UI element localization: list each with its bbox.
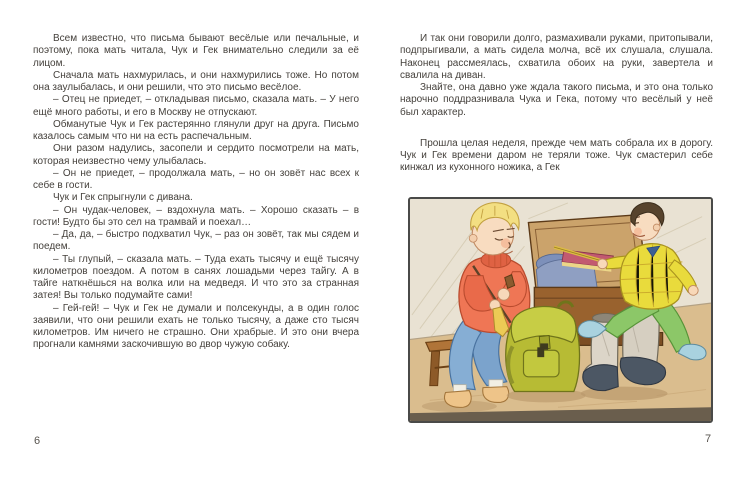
boot-left-galosh: [583, 365, 618, 391]
paragraph: – Да, да, – быстро подхватил Чук, – раз он зовёт, так мы сядем и поедем.: [33, 229, 359, 253]
page-left-text: [33, 33, 359, 352]
paragraph: Знайте, она давно уже ждала такого письма, и это она только нарочно поддразнивала Чука и Гека, потому что весёлый у неё был характер.: [400, 82, 713, 118]
paragraph: – Он чудак-человек, – вздохнула мать. – Хорошо сказать – в гости! Будто бы это сел на трамвай и поехал…: [33, 204, 359, 228]
right-page-section-2: [400, 138, 713, 175]
chuk-slipper-front: [445, 391, 472, 408]
paragraph: Сначала мать нахмурилась, и они нахмурились тоже. Но потом она заулыбалась, и они решили, что это письмо весёлое.: [33, 69, 359, 93]
right-page-section-1: [400, 33, 713, 119]
paragraph: Чук и Гек спрыгнули с дивана.: [53, 192, 193, 204]
illustration-drawing: [410, 199, 711, 421]
page-number-left: 6: [34, 435, 41, 447]
chuk-hand-upper: [498, 288, 510, 300]
page-number-right: 7: [705, 433, 712, 445]
paragraph: Прошла целая неделя, прежде чем мать собрала их в дорогу. Чук и Гек времени даром не теряли тоже. Чук смастерил себе кинжал из кухонного ножика, а Гек: [400, 137, 713, 174]
paragraph: – Гей-гей! – Чук и Гек не думали и полсекунды, а в один голос заявили, что они решили ехать не только тысячу, а даже сто тысяч километров. Им ничего не страшно. Они храбрые. И это они вчера прогнали камнями заскочившую во двор чужую собаку.: [33, 302, 359, 351]
paragraph: – Ты глупый, – сказала мать. – Туда ехать тысячу и ещё тысячу километров поездом. А потом в санях лошадьми через тайгу. А в тайге наткнёшься на волка или на медведя. И что это за странная затея! Вы только подумайте сами!: [33, 253, 359, 302]
illustration-chuk-and-gek: [408, 197, 713, 423]
gek-cheek: [634, 227, 642, 235]
chuk-ear: [469, 234, 477, 242]
paragraph: Всем известно, что письма бывают весёлые или печальные, и поэтому, пока мать читала, Чук и Гек внимательно следили за её лицом.: [33, 33, 359, 69]
paragraph: Обманутые Чук и Гек растерянно глянули друг на друга. Письмо казалось самым что ни на есть распечальным.: [33, 118, 359, 142]
pocket-buckle: [537, 347, 544, 357]
paragraph: Они разом надулись, засопели и сердито посмотрели на мать, которая неизвестно чему улыбалась.: [33, 143, 359, 167]
paragraph: – Он не приедет, – продолжала мать, – но он зовёт нас всех к себе в гости.: [33, 167, 359, 191]
paragraph: – Отец не приедет, – откладывая письмо, сказала мать. – У него ещё много работы, и его в Москву не отпускают.: [33, 94, 359, 118]
gek-hand-front: [598, 259, 608, 269]
page-right-text: [400, 33, 713, 175]
gek-ear: [653, 224, 660, 231]
gek-hand-back: [688, 285, 698, 295]
paragraph: И так они говорили долго, размахивали руками, притопывали, подпрыгивали, а мать сидела молча, всё их слушала, слушала. Наконец рассмеялась, схватила обоих на руки, завертела и свалила на диван.: [400, 33, 713, 81]
